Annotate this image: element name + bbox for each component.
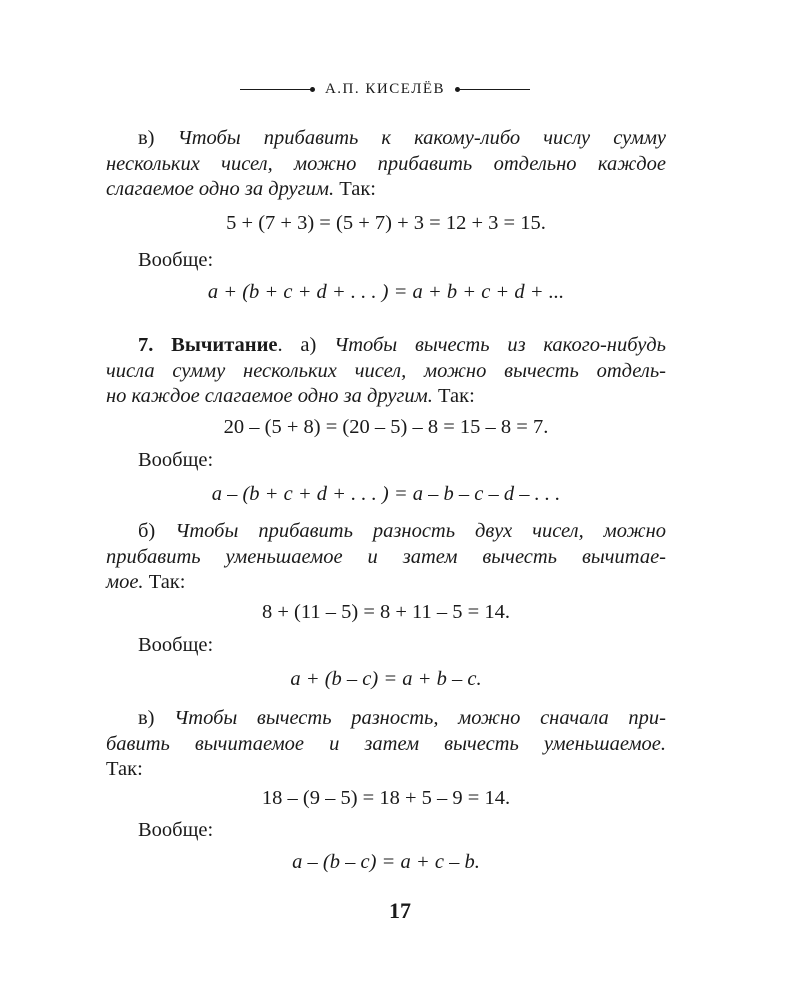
example-intro: Так: [339,178,377,200]
example-intro: Так: [148,571,186,593]
general-label: Вообще: [138,449,214,471]
example-formula: 5 + (7 + 3) = (5 + 7) + 3 = 12 + 3 = 15. [226,212,546,234]
general-label: Вообще: [138,634,214,656]
paragraph-marker: в) [138,127,155,149]
paragraph-add-difference [106,519,666,596]
rule-text: Чтобы вычесть разность, можно сначала при- [174,707,667,729]
header-ornament-right [457,89,530,90]
general-formula: a – (b – c) = a + c – b. [292,851,480,873]
paragraph-marker: б) [138,520,156,542]
rule-text: Чтобы прибавить разность двух чисел, можно [175,520,666,542]
general-label: Вообще: [138,249,214,271]
rule-text: числа сумму нескольких чисел, можно вычесть отдель- [106,359,666,382]
running-header [240,78,530,100]
general-label: Вообще: [138,819,214,841]
section-title: Вычитание [171,334,278,356]
section-number: 7. [138,334,154,356]
example-formula: 18 – (9 – 5) = 18 + 5 – 9 = 14. [261,787,511,809]
general-formula: a + (b – c) = a + b – c. [290,668,482,690]
general-formula: a + (b + c + d + . . . ) = a + b + c + d + ... [207,281,565,303]
rule-text: но каждое слагаемое одно за другим. [106,385,433,407]
paragraph-subtract-difference [106,706,666,783]
rule-text: прибавить уменьшаемое и затем вычесть вычитае- [106,545,666,568]
example-formula: 8 + (11 – 5) = 8 + 11 – 5 = 14. [261,601,510,623]
paragraph-add-sum [106,126,666,203]
header-author: А.П. КИСЕЛЁВ [324,80,446,97]
rule-text: Чтобы вычесть из какого-нибудь [334,334,666,356]
page-number: 17 [389,898,411,923]
rule-text: бавить вычитаемое и затем вычесть уменьшаемое. [106,732,666,755]
general-formula: a – (b + c + d + . . . ) = a – b – c – d – . . . [211,483,561,505]
example-intro: Так: [106,758,143,780]
rule-text: Чтобы прибавить к какому-либо числу сумму [177,127,667,149]
example-intro: Так: [438,385,475,407]
paragraph-subtraction [106,333,666,410]
paragraph-marker: в) [138,707,155,729]
paragraph-marker: а) [300,334,317,356]
rule-text: нескольких чисел, можно прибавить отдельно каждое [106,152,666,175]
rule-text: слагаемое одно за другим. [106,178,335,200]
example-formula: 20 – (5 + 8) = (20 – 5) – 8 = 15 – 8 = 7. [223,416,549,438]
rule-text: мое. [106,571,144,593]
header-ornament-left [240,89,313,90]
title-period: . [277,334,283,356]
